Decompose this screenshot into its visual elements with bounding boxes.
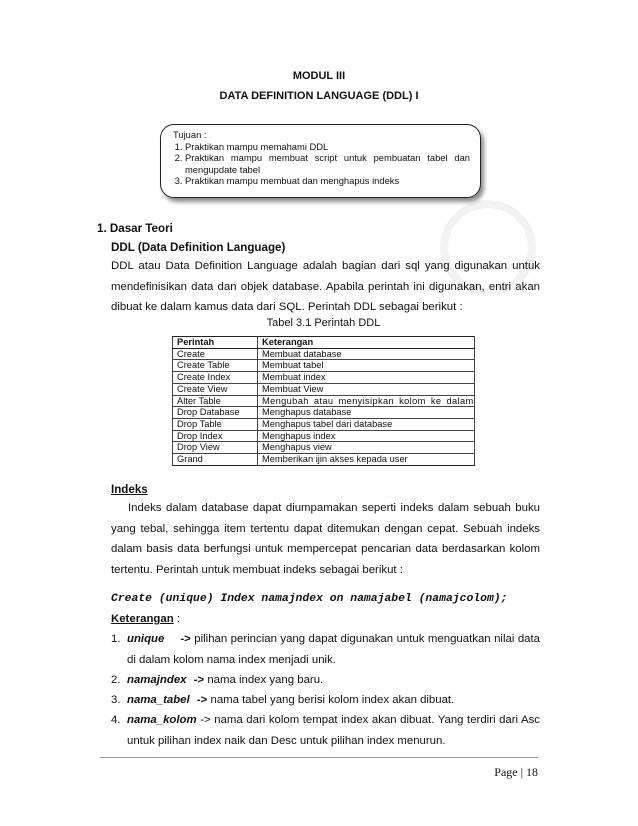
table-row (173, 454, 475, 466)
table-row (173, 442, 475, 454)
module-label: MODUL III (292, 70, 346, 82)
page-number: Page | 18 (494, 765, 538, 779)
keterangan-item (111, 690, 540, 711)
table-row (173, 407, 475, 419)
section-heading: 1. Dasar Teori (97, 222, 173, 235)
table-cell: Membuat index (258, 372, 475, 384)
footer-divider (100, 757, 538, 758)
keterangan-colon: : (173, 613, 181, 625)
table-caption: Tabel 3.1 Perintah DDL (266, 317, 381, 329)
table-cell: Menghapus index (258, 430, 475, 442)
table-cell: Drop Table (173, 418, 258, 430)
table-cell: Menghapus database (258, 407, 475, 419)
item-arrow: -> (196, 694, 208, 706)
table-row (173, 418, 475, 430)
item-term: nama_kolom (127, 714, 197, 726)
table-cell: Create (173, 348, 258, 360)
item-arrow: -> (180, 633, 191, 645)
item-number: 3. (111, 694, 121, 706)
tujuan-item: 2. Praktikan mampu membuat script untuk pembuatan tabel dan mengupdate tabel (185, 152, 470, 175)
table-row (173, 372, 475, 384)
table-cell: Drop View (173, 442, 258, 454)
item-arrow: -> (193, 674, 205, 686)
tujuan-box (160, 124, 481, 198)
item-term: nama_tabel (127, 694, 190, 706)
tujuan-item: 3. Praktikan mampu membuat dan menghapus indeks (185, 175, 470, 187)
tujuan-list (173, 141, 470, 187)
table-cell: Menghapus tabel dari database (258, 418, 475, 430)
keterangan-item (111, 670, 540, 691)
tujuan-label: Tujuan : (173, 129, 207, 140)
table-row (173, 430, 475, 442)
table-row (173, 383, 475, 395)
table-cell: Drop Index (173, 430, 258, 442)
table-header-cell: Keterangan (258, 337, 475, 349)
keterangan-item (111, 629, 540, 670)
keterangan-label: Keterangan (111, 613, 174, 625)
create-index-syntax: Create (unique) Index namajndex on namajabel (namajcolom); (111, 593, 508, 605)
table-row (173, 348, 475, 360)
item-text: nama index yang baru. (207, 674, 324, 686)
table-cell: Membuat database (258, 348, 475, 360)
item-text: nama dari kolom tempat index akan dibuat. Yang terdiri dari Asc untuk pilihan index naik dan Desc untuk pilihan index menurun. (127, 714, 540, 747)
table-cell: Alter Table (173, 395, 258, 407)
keterangan-item (111, 710, 540, 751)
table-cell: Mengubah atau menyisipkan kolom ke dalam (258, 395, 475, 407)
page-title: DATA DEFINITION LANGUAGE (DDL) I (219, 90, 419, 102)
indeks-paragraph: Indeks dalam database dapat diumpamakan seperti indeks dalam sebuah buku yang tebal, sehingga item tertentu dapat ditemukan dengan cepat. Sebuah indeks dalam basis data berfungsi untuk mempercepat pencarian data berdasarkan kolom tertentu. Perintah untuk membuat indeks sebagai berikut : (111, 502, 540, 576)
table-cell: Memberikan ijin akses kepada user (258, 454, 475, 466)
table-cell: Create Table (173, 360, 258, 372)
item-term: unique (127, 633, 165, 645)
item-text: nama tabel yang berisi kolom index akan dibuat. (210, 694, 455, 706)
table-header-row (173, 337, 475, 349)
table-cell: Membuat tabel (258, 360, 475, 372)
ddl-paragraph: DDL atau Data Definition Language adalah bagian dari sql yang digunakan untuk mendefinisikan data dan objek database. Apabila perintah ini digunakan, entri akan dibuat ke dalam kamus data dari SQL. Perintah DDL sebagai berikut : (111, 260, 540, 313)
tujuan-item: 1. Praktikan mampu memahami DDL (185, 141, 470, 153)
table-cell: Create Index (173, 372, 258, 384)
item-number: 1. (111, 633, 121, 645)
table-cell: Membuat View (258, 383, 475, 395)
section-subheading: DDL (Data Definition Language) (111, 241, 286, 254)
table-cell: Grand (173, 454, 258, 466)
item-number: 4. (111, 714, 121, 726)
table-cell: Menghapus view (258, 442, 475, 454)
table-cell: Create View (173, 383, 258, 395)
table-row (173, 395, 475, 407)
table-cell: Drop Database (173, 407, 258, 419)
item-number: 2. (111, 674, 121, 686)
ddl-table (172, 336, 475, 466)
table-row (173, 360, 475, 372)
table-header-cell: Perintah (173, 337, 258, 349)
item-arrow: -> (200, 714, 211, 726)
keterangan-heading (111, 609, 180, 630)
item-text: pilihan perincian yang dapat digunakan untuk menguatkan nilai data di dalam kolom nama index menjadi unik. (127, 633, 540, 666)
indeks-heading: Indeks (111, 483, 148, 496)
item-term: namajndex (127, 674, 187, 686)
